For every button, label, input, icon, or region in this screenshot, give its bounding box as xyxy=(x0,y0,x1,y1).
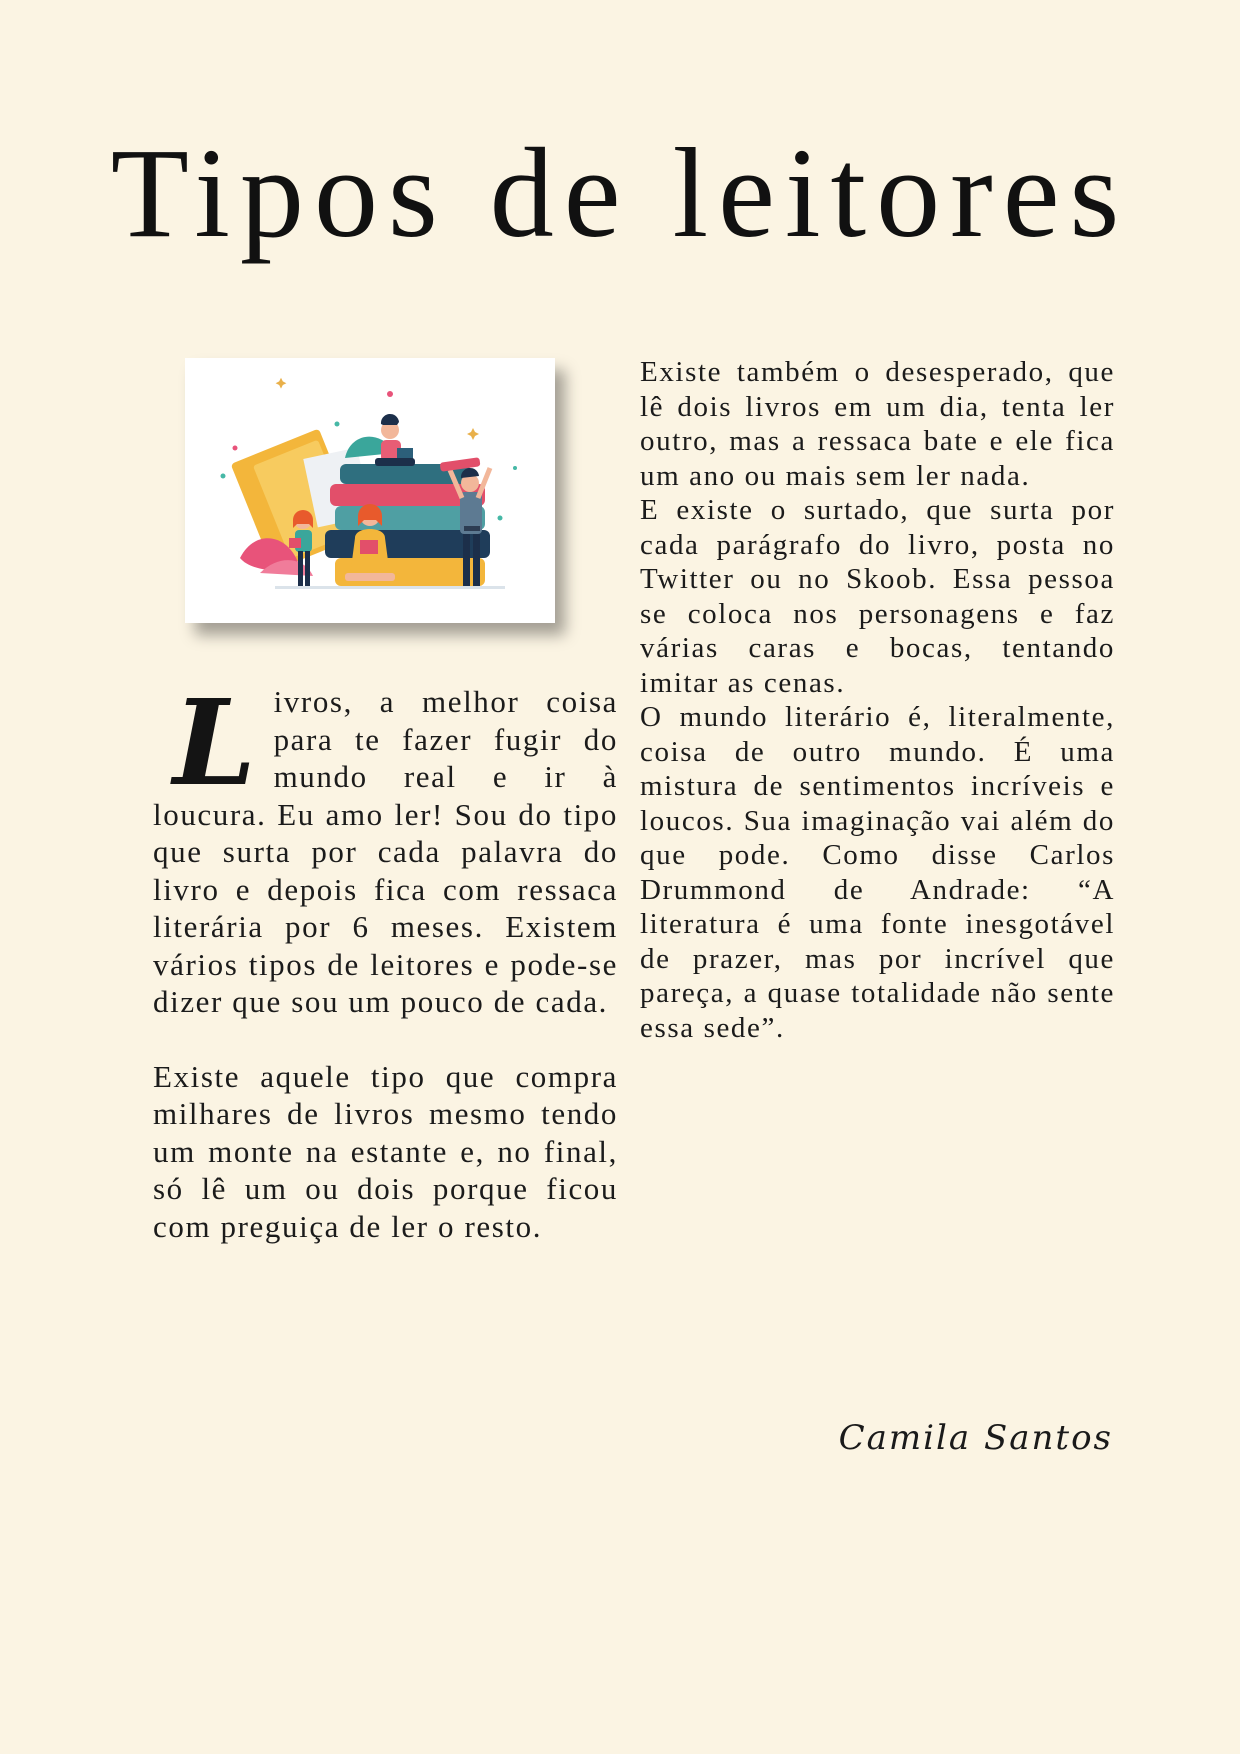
drop-cap: L xyxy=(173,673,258,812)
intro-text: ivros, a melhor coisa para te fazer fugir do mundo real e ir à loucura. Eu amo ler! Sou do tipo que surta por cada palavra do livro e depois fica com ressaca literária por 6 meses. Existem vários tipos de leitores e pode-se dizer que sou um pouco de cada. xyxy=(153,684,618,1019)
desperate-paragraph: Existe também o desesperado, que lê dois livros em um dia, tenta ler outro, mas a ressaca bate e ele fica um ano ou mais sem ler nada. xyxy=(640,356,1115,492)
literary-world-paragraph: O mundo literário é, literalmente, coisa de outro mundo. É uma mistura de sentimentos incríveis e loucos. Sua imaginação vai além do que pode. Como disse Carlos Drummond de Andrade: “A literatura é uma fonte inesgotável de prazer, mas por incrível que pareça, a quase totalidade não sente essa sede”. xyxy=(640,701,1115,1044)
author-signature: Camila Santos xyxy=(838,1418,1113,1458)
right-column xyxy=(640,355,1115,1045)
reading-illustration xyxy=(185,358,555,623)
intro-paragraph xyxy=(153,673,618,1021)
collector-paragraph: Existe aquele tipo que compra milhares de livros mesmo tendo um monte na estante e, no final, só lê um ou dois porque ficou com preguiça de ler o resto. xyxy=(153,1058,618,1244)
page-title: Tipos de leitores xyxy=(110,122,1130,264)
left-column xyxy=(153,673,618,1245)
frenzied-paragraph: E existe o surtado, que surta por cada parágrafo do livro, posta no Twitter ou no Skoob. Essa pessoa se coloca nos personagens e faz várias caras e bocas, tentando imitar as cenas. xyxy=(640,494,1115,699)
